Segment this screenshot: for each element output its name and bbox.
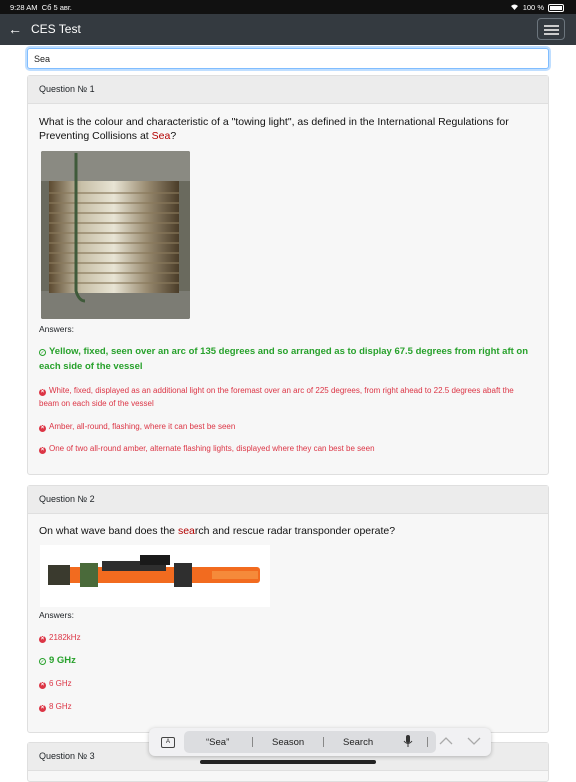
- search-input[interactable]: [27, 48, 549, 69]
- question-header: Question № 3: [28, 743, 548, 771]
- x-circle-icon: ×: [40, 389, 45, 395]
- answer-wrong: × 6 GHz: [40, 679, 72, 688]
- status-right: [510, 3, 564, 12]
- back-arrow-icon[interactable]: ←: [8, 21, 22, 37]
- search-highlight: sea: [177, 525, 195, 537]
- divider: [252, 737, 253, 747]
- hamburger-line: [544, 33, 559, 35]
- question-text: On what wave band does the search and rescue radar transponder operate?: [39, 525, 396, 537]
- battery-icon: [548, 4, 564, 12]
- hamburger-line: [544, 29, 559, 31]
- question-card: [27, 485, 549, 733]
- suggestion-search[interactable]: Search: [343, 737, 374, 748]
- search-highlight: Sea: [151, 130, 171, 142]
- answer-correct: ✓ 9 GHz: [40, 655, 76, 666]
- answer-correct: ✓ Yellow, fixed, seen over an arc of 135 degrees and so arranged as to display 67.5 degrees from right aft on each side of the vessel: [39, 346, 529, 372]
- answers-label: Answers:: [39, 324, 74, 334]
- sart-transponder-image: [40, 545, 270, 607]
- status-bar: [0, 0, 576, 14]
- status-time: 9:28 AM Сб 5 авг.: [10, 3, 72, 12]
- page-title: CES Test: [31, 22, 81, 36]
- battery-percent: 100 %: [522, 3, 544, 12]
- answer-wrong: × White, fixed, displayed as an additional light on the foremast over an arc of 225 degrees, from right ahead to 22.5 degrees abaft the beam on each side of the vessel: [39, 386, 514, 408]
- keyboard-suggestion-bar: [149, 728, 491, 756]
- check-circle-icon: ✓: [40, 350, 45, 356]
- x-circle-icon: ×: [40, 705, 45, 711]
- answer-wrong: × 8 GHz: [40, 702, 72, 711]
- suggestion-quoted[interactable]: “Sea”: [206, 737, 230, 748]
- towing-light-image: [41, 151, 190, 319]
- menu-toggle-button[interactable]: [537, 18, 565, 40]
- question-header: Question № 1: [28, 76, 548, 104]
- answer-wrong: × Amber, all-round, flashing, where it can best be seen: [40, 422, 236, 431]
- question-text: What is the colour and characteristic of a "towing light", as defined in the International Regulations for Preventing Collisions at Sea?: [39, 116, 509, 142]
- wifi-icon: [510, 3, 519, 12]
- divider: [323, 737, 324, 747]
- answers-label: Answers:: [39, 610, 74, 620]
- answer-wrong: × One of two all-round amber, alternate flashing lights, displayed where they can best be seen: [40, 444, 375, 453]
- chevron-up-icon[interactable]: [439, 736, 453, 749]
- x-circle-icon: ×: [40, 425, 45, 431]
- answer-wrong: × 2182kHz: [40, 633, 81, 642]
- x-circle-icon: ×: [40, 682, 45, 688]
- divider: [427, 737, 428, 747]
- chevron-down-icon[interactable]: [467, 736, 481, 749]
- x-circle-icon: ×: [40, 636, 45, 642]
- text-format-icon[interactable]: A: [161, 737, 175, 748]
- check-circle-icon: ✓: [40, 659, 45, 665]
- x-circle-icon: ×: [40, 447, 45, 453]
- hamburger-icon: [544, 25, 559, 27]
- question-header: Question № 2: [28, 486, 548, 514]
- navbar: [0, 14, 576, 45]
- home-indicator[interactable]: [200, 760, 376, 764]
- microphone-icon[interactable]: [403, 735, 413, 751]
- suggestion-season[interactable]: Season: [272, 737, 305, 748]
- question-card: [27, 75, 549, 475]
